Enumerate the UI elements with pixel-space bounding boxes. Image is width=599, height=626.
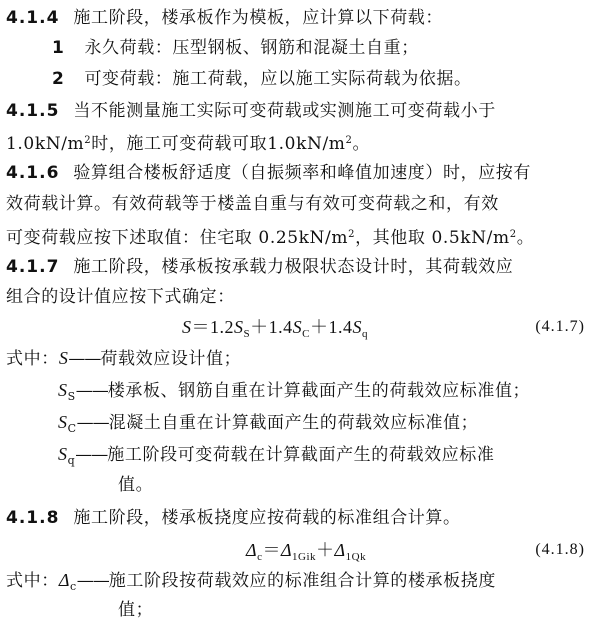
formula-subscript: c: [257, 551, 263, 563]
formula-operator: ＝1.2: [191, 317, 234, 337]
text-run: 。: [516, 228, 535, 248]
def-dash: ——: [68, 349, 101, 369]
clause-text: 当不能测量施工实际可变荷载或实测施工可变荷载小于: [73, 101, 496, 121]
clause-4-1-6-line1: [6, 161, 593, 185]
formula-subscript: 1Qk: [345, 551, 367, 563]
clause-text: 施工阶段，楼承板按承载力极限状态设计时，其荷载效应: [73, 257, 514, 277]
clause-4-1-4-item-2: [52, 67, 593, 91]
def-dash: ——: [75, 445, 108, 465]
where-line-4-cont: [118, 598, 593, 622]
def-dash: ——: [76, 413, 109, 433]
clause-4-1-6-line3: [6, 223, 593, 247]
def-dash: ——: [75, 381, 108, 401]
clause-4-1-6-line2: [6, 192, 593, 216]
clause-text: 组合的设计值应按下式确定：: [6, 287, 235, 307]
clause-4-1-7-line1: [6, 255, 593, 279]
def-text: 施工阶段按荷载效应的标准组合计算的楼承板挠度: [108, 571, 496, 591]
text-run: 1.0kN/m: [6, 134, 85, 154]
clause-4-1-5-line1: [6, 99, 593, 123]
clause-4-1-4-item-1: [52, 36, 593, 60]
clause-number: 4.1.5: [6, 101, 60, 121]
formula-subscript: 1Gik: [292, 551, 317, 563]
where-line-4: [6, 568, 593, 592]
clause-4-1-5-line2: [6, 129, 593, 153]
clause-4-1-7-line2: [6, 285, 593, 309]
clause-text: 验算组合楼板舒适度（自振频率和峰值加速度）时，应按有: [73, 163, 532, 183]
item-text: 永久荷载：压型钢板、钢筋和混凝土自重；: [84, 38, 419, 58]
where-line-2: [58, 410, 593, 434]
where-line-1: [58, 378, 593, 402]
where-line-0: [6, 346, 593, 370]
clause-number: 4.1.4: [6, 8, 60, 28]
clause-4-1-4-line1: [6, 6, 593, 30]
def-subscript: S: [67, 390, 76, 403]
where-line-3-cont: [118, 473, 593, 497]
clause-number: 4.1.7: [6, 257, 60, 277]
item-index: 2: [52, 69, 65, 89]
def-symbol: S: [58, 380, 68, 400]
where-prefix: 式中：: [6, 349, 59, 369]
text-run: 时，施工可变荷载可取1.0kN/m: [91, 134, 346, 154]
def-symbol: S: [58, 444, 68, 464]
clause-number: 4.1.6: [6, 163, 60, 183]
item-index: 1: [52, 38, 65, 58]
formula-symbol: Δ: [246, 540, 258, 560]
formula-symbol: Δ: [334, 540, 346, 560]
formula-symbol: S: [352, 317, 362, 337]
superscript: 2: [345, 135, 353, 146]
def-text: 荷载效应设计值；: [100, 349, 242, 369]
formula-subscript: C: [302, 328, 310, 340]
def-text-continued: 值。: [118, 475, 154, 495]
def-symbol: S: [58, 412, 68, 432]
formula-operator: ＋: [316, 540, 335, 560]
def-subscript: C: [67, 422, 77, 435]
clause-text: 施工阶段，楼承板挠度应按荷载的标准组合计算。: [73, 508, 461, 528]
formula-symbol: Δ: [280, 540, 293, 560]
equation-number: (4.1.7): [535, 318, 585, 335]
formula-operator: ＋1.4: [309, 317, 353, 337]
def-text: 施工阶段可变荷载在计算截面产生的荷载效应标准: [107, 445, 495, 465]
def-symbol: S: [58, 348, 69, 368]
formula-subscript: S: [243, 328, 251, 340]
formula-operator: ＋1.4: [250, 317, 293, 337]
text-run: 可变荷载应按下述取值：住宅取 0.25kN/m: [6, 228, 349, 248]
clause-number: 4.1.8: [6, 508, 60, 528]
def-subscript: c: [69, 580, 77, 593]
def-dash: ——: [76, 571, 109, 591]
formula-4-1-7: [182, 314, 368, 340]
formula-symbol: S: [234, 317, 244, 337]
clause-text: 效荷载计算。有效荷载等于楼盖自重与有效可变荷载之和，有效: [6, 194, 499, 214]
item-text: 可变荷载：施工荷载，应以施工实际荷载为依据。: [84, 69, 472, 89]
superscript: 2: [509, 229, 517, 240]
superscript: 2: [84, 135, 92, 146]
text-run: ，其他取 0.5kN/m: [355, 228, 510, 248]
text-run: 。: [352, 134, 371, 154]
equation-number: (4.1.8): [535, 541, 585, 558]
formula-symbol: S: [292, 317, 303, 337]
def-symbol: Δ: [58, 570, 70, 590]
def-text: 楼承板、钢筋自重在计算截面产生的荷载效应标准值；: [107, 381, 531, 401]
formula-symbol: S: [182, 317, 192, 337]
def-text-continued: 值；: [118, 600, 154, 620]
formula-operator: ＝: [262, 540, 281, 560]
superscript: 2: [348, 229, 356, 240]
formula-4-1-8: [246, 537, 366, 563]
formula-subscript: q: [361, 328, 368, 340]
clause-4-1-8-line1: [6, 506, 593, 530]
where-line-3: [58, 442, 593, 466]
where-prefix: 式中：: [6, 571, 59, 591]
clause-text: 施工阶段，楼承板作为模板，应计算以下荷载：: [73, 8, 444, 28]
def-text: 混凝土自重在计算截面产生的荷载效应标准值；: [108, 413, 479, 433]
def-subscript: q: [67, 454, 76, 467]
